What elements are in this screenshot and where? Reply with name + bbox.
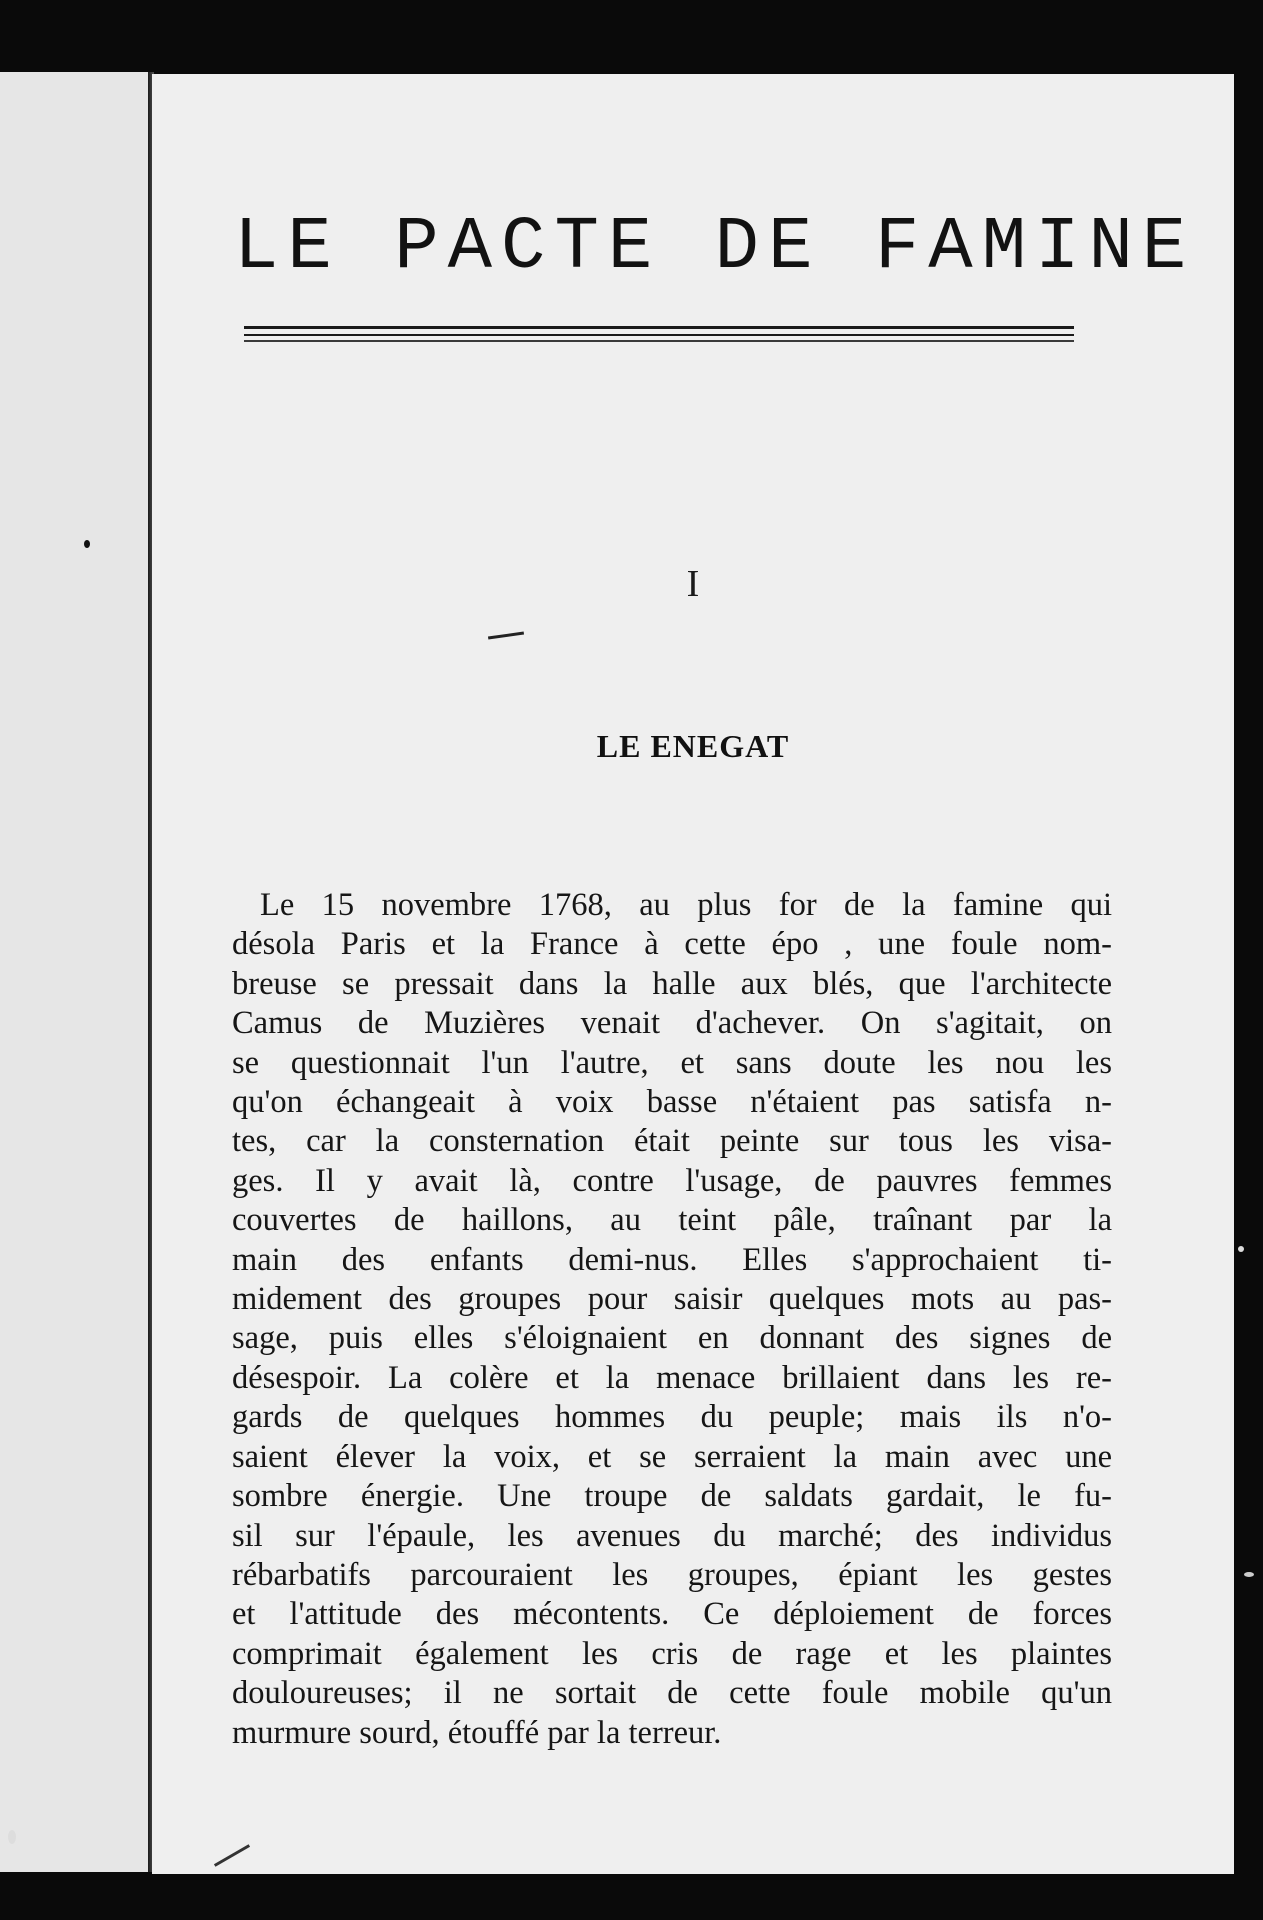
paragraph-line: midement des groupes pour saisir quelques mots au pas- bbox=[232, 1281, 1112, 1318]
paragraph-line: sombre énergie. Une troupe de saldats gardait, le fu- bbox=[232, 1478, 1112, 1515]
ink-speck bbox=[1238, 1246, 1244, 1252]
chapter-number: I bbox=[686, 563, 700, 605]
body-paragraph bbox=[232, 886, 1112, 1753]
paragraph-line: et l'attitude des mécontents. Ce déploiement de forces bbox=[232, 1596, 1112, 1633]
paragraph-line: tes, car la consternation était peinte sur tous les visa- bbox=[232, 1123, 1112, 1160]
ink-mark bbox=[214, 1844, 250, 1867]
book-page bbox=[152, 74, 1234, 1874]
paragraph-line: comprimait également les cris de rage et les plaintes bbox=[232, 1635, 1112, 1672]
book-title: LE PACTE DE FAMINE bbox=[234, 206, 1196, 290]
ink-speck bbox=[1244, 1572, 1254, 1577]
paragraph-line: se questionnait l'un l'autre, et sans doute les nou les bbox=[232, 1044, 1112, 1081]
ink-speck bbox=[84, 540, 90, 548]
paragraph-line: main des enfants demi-nus. Elles s'approchaient ti- bbox=[232, 1241, 1112, 1278]
paragraph-line: sage, puis elles s'éloignaient en donnant des signes de bbox=[232, 1320, 1112, 1357]
title-rule-top bbox=[244, 326, 1074, 329]
title-rule-middle bbox=[244, 334, 1074, 336]
paragraph-line: rébarbatifs parcouraient les groupes, épiant les gestes bbox=[232, 1556, 1112, 1593]
paragraph-line: ges. Il y avait là, contre l'usage, de pauvres femmes bbox=[232, 1162, 1112, 1199]
paragraph-line: Le 15 novembre 1768, au plus for de la famine qui bbox=[260, 887, 1112, 923]
title-rule-bottom bbox=[244, 340, 1074, 342]
paragraph-line: douloureuses; il ne sortait de cette foule mobile qu'un bbox=[232, 1675, 1112, 1712]
paragraph-line: qu'on échangeait à voix basse n'étaient pas satisfa n- bbox=[232, 1084, 1112, 1121]
paragraph-line: couvertes de haillons, au teint pâle, traînant par la bbox=[232, 1202, 1112, 1239]
ink-speck bbox=[8, 1830, 16, 1844]
paragraph-line: Camus de Muzières venait d'achever. On s'agitait, on bbox=[232, 1005, 1112, 1042]
paragraph-line: désola Paris et la France à cette épo , une foule nom- bbox=[232, 926, 1112, 963]
dash-ornament bbox=[488, 632, 524, 640]
paragraph-line: breuse se pressait dans la halle aux blés, que l'architecte bbox=[232, 965, 1112, 1002]
paragraph-line: désespoir. La colère et la menace brillaient dans les re- bbox=[232, 1359, 1112, 1396]
chapter-title: LE ENEGAT bbox=[596, 728, 790, 764]
paragraph-line: gards de quelques hommes du peuple; mais ils n'o- bbox=[232, 1399, 1112, 1436]
facing-page-edge bbox=[0, 72, 151, 1872]
paragraph-line: saient élever la voix, et se serraient la main avec une bbox=[232, 1438, 1112, 1475]
paragraph-line: sil sur l'épaule, les avenues du marché; des individus bbox=[232, 1517, 1112, 1554]
paragraph-line: murmure sourd, étouffé par la terreur. bbox=[232, 1714, 722, 1751]
